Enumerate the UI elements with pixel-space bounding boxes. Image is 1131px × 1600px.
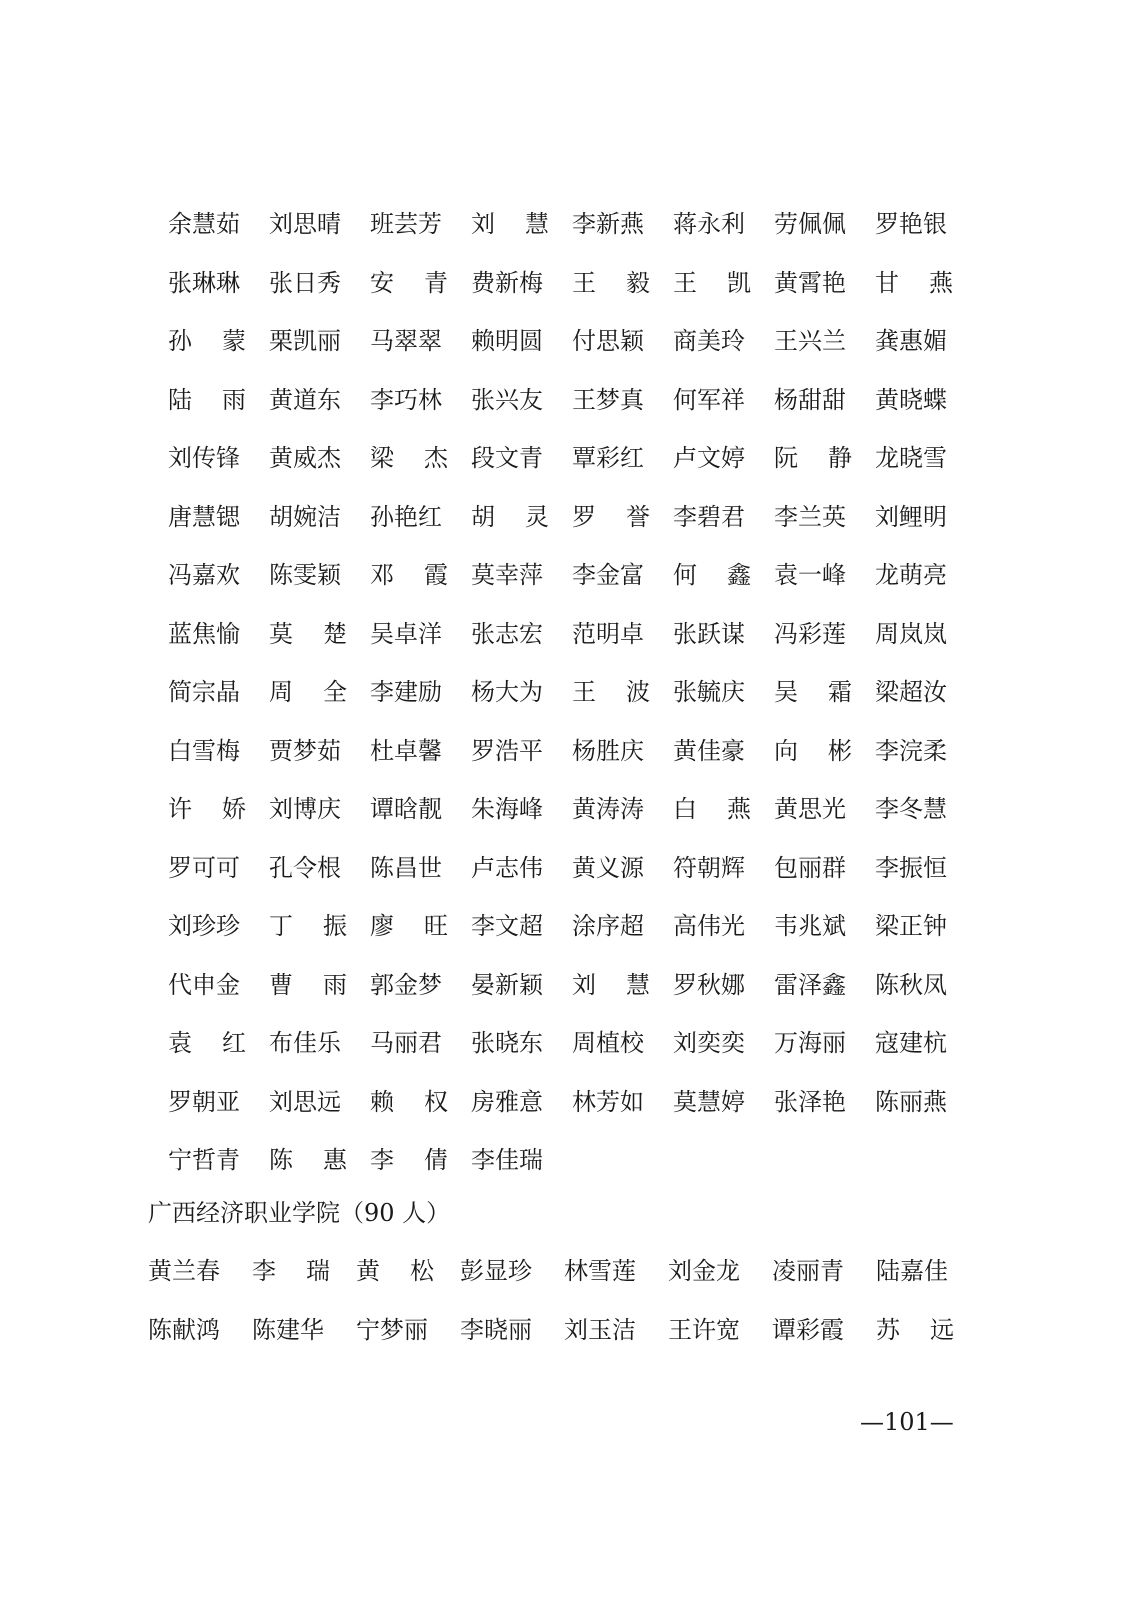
name-entry: 陈秋凤 xyxy=(875,970,947,999)
name-entry: 寇建杭 xyxy=(875,1029,947,1057)
name-entry: 黄威杰 xyxy=(269,444,341,472)
name-entry: 梁超汝 xyxy=(875,678,947,706)
name-entry: 周 全 xyxy=(269,678,347,706)
name-entry: 刘传锋 xyxy=(168,444,240,472)
name-entry: 蓝焦愉 xyxy=(168,619,240,648)
name-entry: 刘博庆 xyxy=(269,795,341,823)
name-entry: 黄思光 xyxy=(774,795,846,823)
name-entry: 卢志伟 xyxy=(471,853,543,882)
name-entry: 安 青 xyxy=(370,268,448,297)
name-entry: 陈献鸿 xyxy=(148,1315,220,1344)
name-entry: 段文青 xyxy=(471,444,543,472)
name-entry: 林雪莲 xyxy=(564,1257,636,1285)
name-entry: 刘玉洁 xyxy=(564,1315,636,1344)
name-entry: 刘鲤明 xyxy=(875,502,947,531)
name-entry: 万海丽 xyxy=(774,1029,846,1057)
name-entry: 冯嘉欢 xyxy=(168,561,240,589)
name-entry: 龚惠媚 xyxy=(875,327,947,355)
name-entry: 卢文婷 xyxy=(673,444,745,472)
name-entry: 张志宏 xyxy=(471,619,543,648)
name-entry: 许 娇 xyxy=(168,795,246,823)
name-entry: 杨甜甜 xyxy=(774,385,846,414)
name-entry: 符朝辉 xyxy=(673,853,745,882)
name-entry: 谭彩霞 xyxy=(772,1315,844,1344)
name-entry: 高伟光 xyxy=(673,912,745,940)
name-entry: 周岚岚 xyxy=(875,619,947,648)
name-entry: 吴卓洋 xyxy=(370,619,442,648)
name-entry: 黄霄艳 xyxy=(774,268,846,297)
name-entry: 孙艳红 xyxy=(370,502,442,531)
name-entry: 杨大为 xyxy=(471,678,543,706)
name-entry: 胡婉洁 xyxy=(269,502,341,531)
name-entry: 罗浩平 xyxy=(471,736,543,765)
name-entry: 谭晗靓 xyxy=(370,795,442,823)
name-entry: 丁 振 xyxy=(269,912,347,940)
name-entry: 刘 慧 xyxy=(572,970,650,999)
section-heading: 广西经济职业学院（90 人） xyxy=(148,1199,451,1227)
name-entry: 刘思晴 xyxy=(269,210,341,238)
name-entry: 覃彩红 xyxy=(572,444,644,472)
name-entry: 黄晓蝶 xyxy=(875,385,947,414)
name-entry: 陈雯颖 xyxy=(269,561,341,589)
name-entry: 曹 雨 xyxy=(269,970,347,999)
name-entry: 商美玲 xyxy=(673,327,745,355)
name-entry: 布佳乐 xyxy=(269,1029,341,1057)
name-entry: 刘 慧 xyxy=(471,210,549,238)
name-entry: 莫幸萍 xyxy=(471,561,543,589)
name-entry: 付思颖 xyxy=(572,327,644,355)
name-entry: 王 波 xyxy=(572,678,650,706)
name-entry: 王许宽 xyxy=(668,1315,740,1344)
name-entry: 孙 蒙 xyxy=(168,327,246,355)
name-entry: 雷泽鑫 xyxy=(774,970,846,999)
name-entry: 李浣柔 xyxy=(875,736,947,765)
name-entry: 房雅意 xyxy=(471,1087,543,1116)
name-entry: 黄兰春 xyxy=(148,1257,220,1285)
page-number: —101— xyxy=(860,1408,954,1436)
name-entry: 彭显珍 xyxy=(460,1257,532,1285)
name-entry: 蒋永利 xyxy=(673,210,745,238)
name-entry: 袁 红 xyxy=(168,1029,246,1057)
name-entry: 马翠翠 xyxy=(370,327,442,355)
name-entry: 邓 霞 xyxy=(370,561,448,589)
name-entry: 孔令根 xyxy=(269,853,341,882)
name-entry: 林芳如 xyxy=(572,1087,644,1116)
name-list-continued xyxy=(168,204,968,1199)
name-entry: 李振恒 xyxy=(875,853,947,882)
name-entry: 黄 松 xyxy=(356,1257,434,1285)
name-entry: 张晓东 xyxy=(471,1029,543,1057)
name-entry: 何军祥 xyxy=(673,385,745,414)
name-entry: 李 倩 xyxy=(370,1146,448,1174)
name-entry: 刘珍珍 xyxy=(168,912,240,940)
name-entry: 范明卓 xyxy=(572,619,644,648)
name-entry: 黄义源 xyxy=(572,853,644,882)
name-entry: 莫 楚 xyxy=(269,619,347,648)
name-entry: 梁正钟 xyxy=(875,912,947,940)
name-entry: 栗凯丽 xyxy=(269,327,341,355)
name-entry: 杨胜庆 xyxy=(572,736,644,765)
name-entry: 陈昌世 xyxy=(370,853,442,882)
name-entry: 李佳瑞 xyxy=(471,1146,543,1174)
name-entry: 刘金龙 xyxy=(668,1257,740,1285)
name-entry: 陈建华 xyxy=(252,1315,324,1344)
name-entry: 陈丽燕 xyxy=(875,1087,947,1116)
name-entry: 王兴兰 xyxy=(774,327,846,355)
name-entry: 罗朝亚 xyxy=(168,1087,240,1116)
name-entry: 刘奕奕 xyxy=(673,1029,745,1057)
name-entry: 李新燕 xyxy=(572,210,644,238)
name-entry: 廖 旺 xyxy=(370,912,448,940)
name-entry: 莫慧婷 xyxy=(673,1087,745,1116)
name-entry: 张泽艳 xyxy=(774,1087,846,1116)
name-entry: 罗可可 xyxy=(168,853,240,882)
name-entry: 苏 远 xyxy=(876,1315,954,1344)
name-entry: 杜卓馨 xyxy=(370,736,442,765)
name-entry: 晏新颖 xyxy=(471,970,543,999)
name-entry: 阮 静 xyxy=(774,444,852,472)
name-entry: 宁梦丽 xyxy=(356,1315,428,1344)
name-entry: 陈 惠 xyxy=(269,1146,347,1174)
name-entry: 向 彬 xyxy=(774,736,852,765)
name-entry: 班芸芳 xyxy=(370,210,442,238)
name-entry: 唐慧锶 xyxy=(168,502,240,531)
name-entry: 张琳琳 xyxy=(168,268,240,297)
name-entry: 李文超 xyxy=(471,912,543,940)
name-entry: 龙晓雪 xyxy=(875,444,947,472)
name-entry: 贾梦茹 xyxy=(269,736,341,765)
name-entry: 罗艳银 xyxy=(875,210,947,238)
name-entry: 韦兆斌 xyxy=(774,912,846,940)
name-entry: 罗 誉 xyxy=(572,502,650,531)
name-entry: 袁一峰 xyxy=(774,561,846,589)
name-entry: 张毓庆 xyxy=(673,678,745,706)
name-entry: 周植校 xyxy=(572,1029,644,1057)
name-entry: 王 毅 xyxy=(572,268,650,297)
name-entry: 李冬慧 xyxy=(875,795,947,823)
name-entry: 郭金梦 xyxy=(370,970,442,999)
name-entry: 冯彩莲 xyxy=(774,619,846,648)
name-entry: 陆嘉佳 xyxy=(876,1257,948,1285)
name-entry: 赖明圆 xyxy=(471,327,543,355)
name-entry: 张跃谋 xyxy=(673,619,745,648)
name-entry: 胡 灵 xyxy=(471,502,549,531)
name-list-guangxi-economic xyxy=(148,1251,954,1368)
name-entry: 宁哲青 xyxy=(168,1146,240,1174)
name-entry: 白雪梅 xyxy=(168,736,240,765)
name-entry: 甘 燕 xyxy=(875,268,953,297)
name-entry: 代申金 xyxy=(168,970,240,999)
name-entry: 赖 权 xyxy=(370,1087,448,1116)
name-entry: 何 鑫 xyxy=(673,561,751,589)
name-entry: 黄涛涛 xyxy=(572,795,644,823)
name-entry: 王 凯 xyxy=(673,268,751,297)
name-entry: 费新梅 xyxy=(471,268,543,297)
name-entry: 李建励 xyxy=(370,678,442,706)
name-entry: 张日秀 xyxy=(269,268,341,297)
name-entry: 李兰英 xyxy=(774,502,846,531)
name-entry: 包丽群 xyxy=(774,853,846,882)
name-entry: 涂序超 xyxy=(572,912,644,940)
name-entry: 黄佳豪 xyxy=(673,736,745,765)
name-entry: 王梦真 xyxy=(572,385,644,414)
name-entry: 李巧林 xyxy=(370,385,442,414)
name-entry: 凌丽青 xyxy=(772,1257,844,1285)
name-entry: 吴 霜 xyxy=(774,678,852,706)
name-entry: 朱海峰 xyxy=(471,795,543,823)
name-entry: 张兴友 xyxy=(471,385,543,414)
name-entry: 马丽君 xyxy=(370,1029,442,1057)
name-entry: 白 燕 xyxy=(673,795,751,823)
name-entry: 劳佩佩 xyxy=(774,210,846,238)
name-entry: 余慧茹 xyxy=(168,210,240,238)
name-entry: 李金富 xyxy=(572,561,644,589)
name-entry: 李晓丽 xyxy=(460,1315,532,1344)
name-entry: 李碧君 xyxy=(673,502,745,531)
name-entry: 陆 雨 xyxy=(168,385,246,414)
name-entry: 李 瑞 xyxy=(252,1257,330,1285)
name-entry: 刘思远 xyxy=(269,1087,341,1116)
name-entry: 简宗晶 xyxy=(168,678,240,706)
name-entry: 黄道东 xyxy=(269,385,341,414)
name-entry: 龙萌亮 xyxy=(875,561,947,589)
name-entry: 罗秋娜 xyxy=(673,970,745,999)
name-entry: 梁 杰 xyxy=(370,444,448,472)
